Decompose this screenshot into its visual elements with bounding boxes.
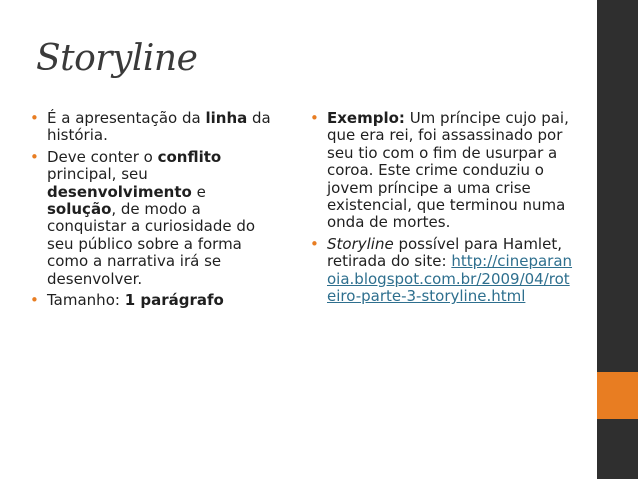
bullet-item: • Tamanho: 1 parágrafo (30, 292, 274, 309)
bullet-item: • Storyline possível para Hamlet, retirada do site: http://cineparanoia.blogspot.com.br/2009/04/roteiro-parte-3-storyline.html (310, 236, 576, 306)
left-bullet-list (30, 110, 274, 313)
bullet-item: • Exemplo: Um príncipe cujo pai, que era rei, foi assassinado por seu tio com o fim de usurpar a coroa. Este crime conduziu o jovem príncipe a uma crise existencial, que terminou numa onda de mortes. (310, 110, 576, 232)
right-bullet-list (310, 110, 576, 309)
storyline-source-link[interactable]: http://cineparanoia.blogspot.com.br/2009/04/roteiro-parte-3-storyline.html (327, 252, 573, 306)
bullet-item: • É a apresentação da linha da história. (30, 110, 274, 145)
slide-title: Storyline (36, 38, 198, 79)
bullet-item: • Deve conter o conflito principal, seu desenvolvimento e solução, de modo a conquistar a curiosidade do seu público sobre a forma como a narrativa irá se desenvolver. (30, 149, 274, 288)
accent-block (597, 372, 638, 419)
